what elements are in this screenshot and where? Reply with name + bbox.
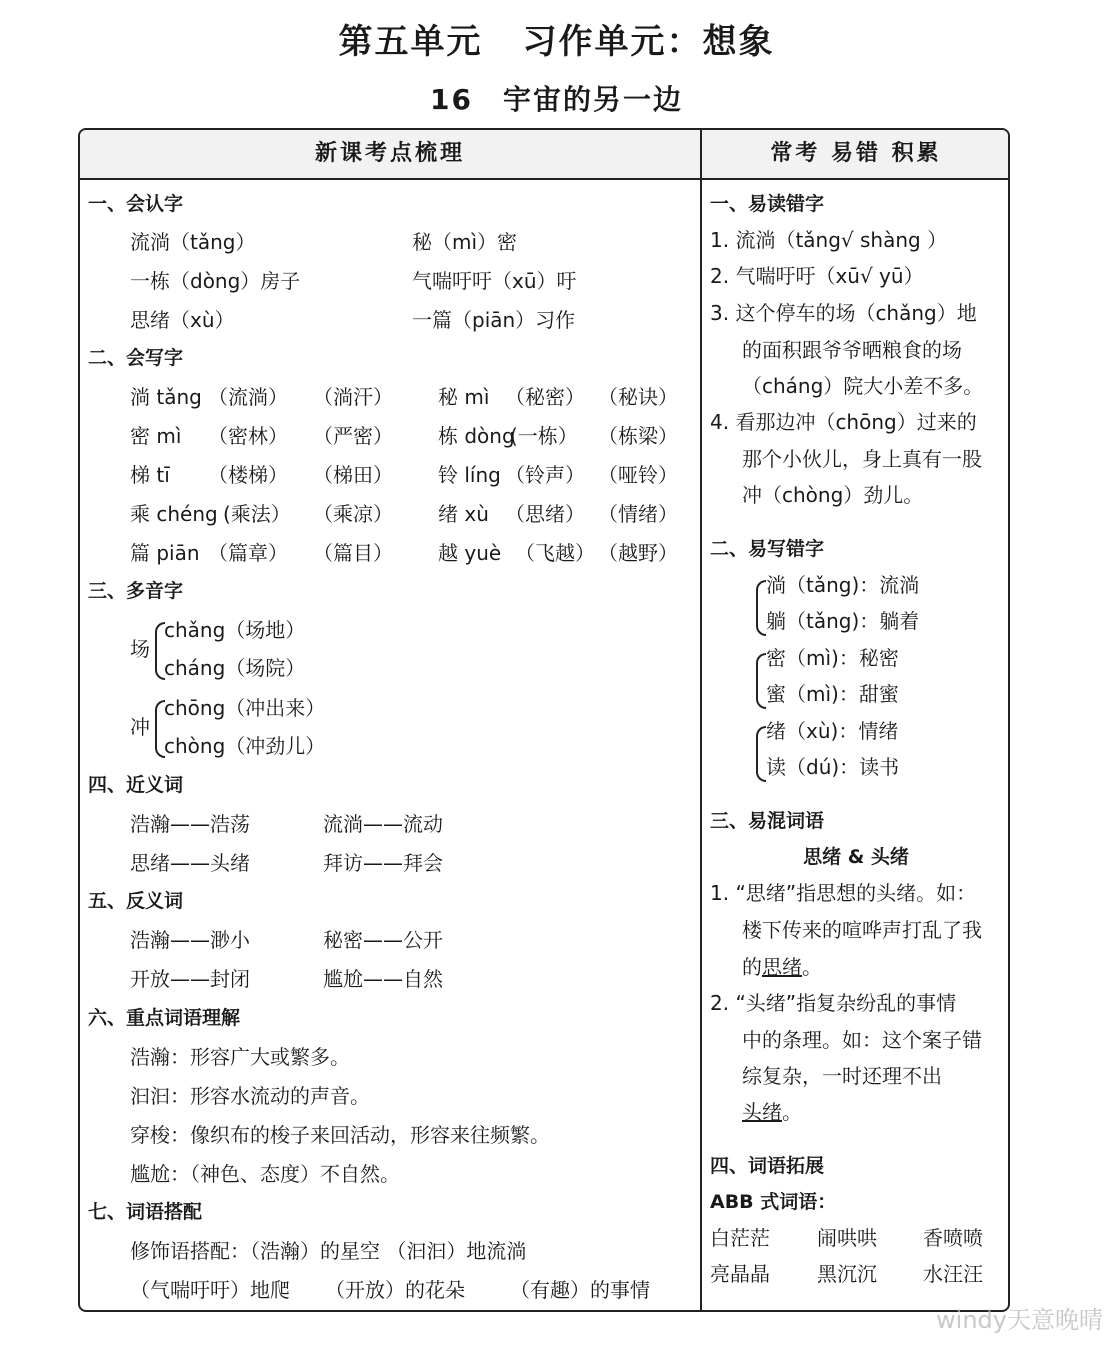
section-title: 七、词语搭配 (88, 1201, 203, 1223)
miswrite-item: 密（mì)：秘密 (766, 646, 899, 670)
misread-line: （cháng）院大小差不多。 (742, 374, 984, 398)
recognize-item: 一篇（piān）习作 (412, 308, 576, 332)
write-word: (一栋） (510, 424, 578, 448)
abb-word: 香喷喷 (923, 1226, 983, 1250)
miswrite-item: 蜜（mì)：甜蜜 (766, 682, 899, 706)
misread-line: 3. 这个停车的场（chǎng）地 (710, 301, 977, 325)
abb-word: 闹哄哄 (817, 1226, 877, 1250)
unit-label: 第五单元 (338, 22, 483, 62)
abb-word: 黑沉沉 (817, 1262, 877, 1286)
write-word: （密林） (208, 424, 288, 448)
recognize-item: 流淌（tǎng） (130, 230, 256, 254)
write-word: （哑铃） (598, 463, 678, 487)
abb-subtitle: ABB 式词语： (710, 1191, 837, 1213)
write-char: 越 yuè (438, 541, 502, 565)
lesson-title (0, 78, 1113, 118)
recognize-item: 思绪（xù） (130, 308, 235, 332)
recognize-item: 秘（mì）密 (412, 230, 518, 254)
confusable-line: 的思绪。 (742, 955, 822, 979)
underlined-word: 头绪 (742, 1100, 782, 1124)
write-word: （秘诀） (598, 385, 678, 409)
write-char: 秘 mì (438, 385, 490, 409)
section-title: 一、会认字 (88, 193, 184, 215)
definition-line: 穿梭：像织布的梭子来回活动，形容来往频繁。 (130, 1123, 550, 1147)
right-column-header: 常考 易错 积累 (770, 141, 942, 166)
polyphone-reading: chǎng（场地） (164, 618, 306, 642)
misread-line: 2. 气喘吁吁（xū√ yū） (710, 264, 924, 288)
miswrite-item: 淌（tǎng)：流淌 (766, 573, 920, 597)
unit-title (0, 14, 1113, 63)
section-title: 一、易读错字 (710, 193, 825, 215)
confusable-line: 2. “头绪”指复杂纷乱的事情 (710, 991, 957, 1015)
confusable-subtitle: 思绪 & 头绪 (803, 846, 909, 868)
write-char: 栋 dòng (438, 424, 515, 448)
antonym-pair: 开放——封闭 (130, 967, 250, 991)
confusable-line: 头绪。 (742, 1100, 802, 1124)
polyphone-char: 场 (130, 637, 150, 661)
miswrite-item: 绪（xù)：情绪 (766, 719, 899, 743)
write-word: （情绪） (598, 502, 678, 526)
confusable-line: 楼下传来的喧哗声打乱了我 (742, 918, 982, 942)
synonym-pair: 流淌——流动 (323, 812, 443, 836)
left-column-header: 新课考点梳理 (314, 141, 465, 166)
write-char: 梯 tī (130, 463, 170, 487)
definition-line: 汩汩：形容水流动的声音。 (130, 1084, 370, 1108)
recognize-item: 气喘吁吁（xū）吁 (412, 269, 577, 293)
write-word: （栋梁） (598, 424, 678, 448)
polyphone-reading: chōng（冲出来） (164, 696, 326, 720)
write-word: （流淌） (208, 385, 288, 409)
collocation-item: （气喘吁吁）地爬 (130, 1278, 290, 1302)
content-frame (78, 128, 1010, 1312)
write-word: （楼梯） (208, 463, 288, 487)
synonym-pair: 浩瀚——浩荡 (130, 812, 250, 836)
write-word: （飞越） (515, 541, 595, 565)
recognize-item: 一栋（dòng）房子 (130, 269, 301, 293)
misread-line: 4. 看那边冲（chōng）过来的 (710, 410, 977, 434)
antonym-pair: 浩瀚——渺小 (130, 928, 250, 952)
misread-line: 的面积跟爷爷晒粮食的场 (742, 338, 962, 362)
section-title: 四、近义词 (88, 774, 184, 796)
synonym-pair: 拜访——拜会 (323, 851, 443, 875)
definition-line: 浩瀚：形容广大或繁多。 (130, 1045, 350, 1069)
miswrite-item: 读（dú)：读书 (766, 755, 900, 779)
write-word: （篇章） (208, 541, 288, 565)
polyphone-char: 冲 (130, 715, 150, 739)
confusable-line: 1. “思绪”指思想的头绪。如： (710, 881, 977, 905)
section-title: 四、词语拓展 (710, 1155, 825, 1177)
watermark: windy天意晚晴 (936, 1306, 1103, 1334)
section-title: 六、重点词语理解 (88, 1007, 241, 1029)
section-title: 五、反义词 (88, 890, 184, 912)
write-char: 篇 piān (130, 541, 200, 565)
write-char: 乘 chéng (130, 502, 218, 526)
write-char: 密 mì (130, 424, 182, 448)
unit-theme: 习作单元：想象 (522, 22, 775, 62)
antonym-pair: 秘密——公开 (323, 928, 443, 952)
write-word: （思绪） (505, 502, 585, 526)
write-word: （梯田） (313, 463, 393, 487)
confusable-line: 综复杂，一时还理不出 (742, 1064, 942, 1088)
write-char: 淌 tǎng (130, 385, 202, 409)
brace-icon (756, 726, 766, 782)
write-word: （乘凉） (313, 502, 393, 526)
write-word: （篇目） (313, 541, 393, 565)
abb-word: 水汪汪 (923, 1262, 983, 1286)
write-word: （铃声） (505, 463, 585, 487)
misread-line: 那个小伙儿，身上真有一股 (742, 447, 982, 471)
polyphone-reading: cháng（场院） (164, 656, 306, 680)
definition-line: 尴尬：（神色、态度）不自然。 (130, 1162, 400, 1186)
brace-icon (756, 580, 766, 636)
collocation-line: 修饰语搭配：（浩瀚）的星空 （汩汩）地流淌 (130, 1239, 527, 1263)
write-char: 铃 líng (438, 463, 501, 487)
section-title: 二、易写错字 (710, 538, 825, 560)
polyphone-reading: chòng（冲劲儿） (164, 734, 326, 758)
write-char: 绪 xù (438, 502, 489, 526)
synonym-pair: 思绪——头绪 (130, 851, 250, 875)
antonym-pair: 尴尬——自然 (323, 967, 443, 991)
collocation-item: （有趣）的事情 (510, 1278, 650, 1302)
write-word: （秘密） (505, 385, 585, 409)
column-divider (700, 130, 702, 1310)
brace-icon (756, 653, 766, 709)
write-word: （淌汗） (313, 385, 393, 409)
section-title: 三、多音字 (88, 580, 184, 602)
misread-line: 1. 流淌（tǎng√ shàng ） (710, 228, 948, 252)
abb-word: 白茫茫 (710, 1226, 770, 1250)
abb-word: 亮晶晶 (710, 1262, 770, 1286)
collocation-item: （开放）的花朵 (325, 1278, 465, 1302)
section-title: 三、易混词语 (710, 810, 825, 832)
miswrite-item: 躺（tǎng)：躺着 (766, 609, 920, 633)
write-word: (乘法） (223, 502, 291, 526)
underlined-word: 思绪 (762, 955, 802, 979)
misread-line: 冲（chòng）劲儿。 (742, 483, 924, 507)
write-word: （越野） (598, 541, 678, 565)
lesson-name: 宇宙的另一边 (502, 83, 683, 116)
write-word: （严密） (313, 424, 393, 448)
section-title: 二、会写字 (88, 347, 184, 369)
confusable-line: 中的条理。如：这个案子错 (742, 1028, 982, 1052)
lesson-number: 16 (430, 83, 473, 116)
